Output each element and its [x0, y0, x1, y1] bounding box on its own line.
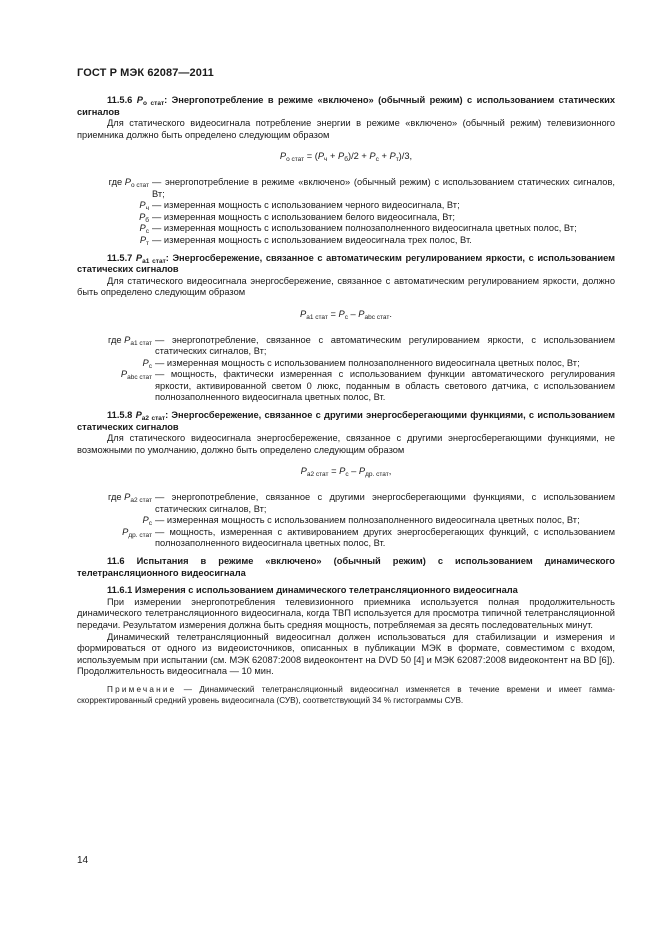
paragraph: Для статического видеосигнала потребление энергии в режиме «включено» (обычный режим) телевизионного приемника должно быть определено следующим образом — [77, 118, 615, 140]
paragraph: Для статического видеосигнала энергосбережение, связанное с другими энергосберегающими функциями, не возможными по умолчанию, должно быть определено следующим образом — [77, 433, 615, 455]
definition-item: где $P_{a1 стат}$ — энергопотребление, связанное с автоматическим регулированием яркости, с использованием статических сигналов, Вт; — [108, 334, 615, 357]
definition-item: где $P_{a2 стат}$ — энергопотребление, связанное с другими энергосберегающими функциями, с использованием статических сигналов, Вт; — [108, 492, 615, 514]
definition-item: $P_т$ — измеренная мощность с использованием видеосигнала трех полос, Вт. — [139, 234, 472, 247]
section-heading-11-6-1: 11.6.1 Измерения с использованием динамического телетрансляционного видеосигнала — [107, 585, 518, 596]
definition-item: $P_б$ — измеренная мощность с использованием белого видеосигнала, Вт; — [139, 211, 455, 224]
definition-item: $P_c$ — измеренная мощность с использованием полнозаполненного видеосигнала цветных полос, Вт; — [139, 223, 577, 236]
page-number: 14 — [77, 855, 89, 866]
definition-item: $P_c$ — измеренная мощность с использованием полнозаполненного видеосигнала цветных полос, Вт; — [142, 357, 580, 370]
section-heading-11-6: 11.6 Испытания в режиме «включено» (обычный режим) с использованием динамического телетрансляционного видеосигнала — [77, 556, 615, 578]
definition-item: где $P_{о стат}$ — энергопотребление в режиме «включено» (обычный режим) с использованием статических сигналов, Вт; — [108, 176, 615, 199]
formula: $P_{a2 стат} = P_c - P_{др. стат}$, — [300, 466, 392, 479]
definition-list — [77, 492, 615, 550]
paragraph: При измерении энергопотребления телевизионного приемника используется полная продолжительность динамического телетрансляционного видеосигнала, когда ТВП используется для просмотра типичной телетрансляционной передачи. Результатом измерения должна быть средняя мощность, потребляемая за десять последовательных минут. — [77, 596, 615, 630]
document-header: ГОСТ Р МЭК 62087—2011 — [77, 67, 214, 79]
definition-list — [77, 177, 615, 247]
section-heading-11-5-6: 11.5.6 $P_{о стат}$: Энергопотребление в режиме «включено» (обычный режим) с использованием статических сигналов — [77, 95, 615, 117]
definition-item: $P_{abc стат}$ — мощность, фактически измеренная с использованием функции автоматического регулирования яркости, активированной светом 0 люкс, поданным в область светового датчика, с использованием полнозаполненного видеосигнала цветных полос, Вт. — [120, 369, 615, 403]
definition-list — [77, 335, 615, 405]
definition-item: $P_{др. стат}$ — мощность, измеренная с активированием других энергосберегающих функций, с использованием полнозаполненного видеосигнала цветных полос, Вт. — [122, 526, 615, 549]
paragraph: Для статического видеосигнала энергосбережение, связанное с автоматическим регулированием яркости, должно быть определено следующим образом — [77, 275, 615, 298]
definition-item: $P_ч$ — измеренная мощность с использованием черного видеосигнала, Вт; — [139, 200, 460, 213]
note: Примечание — Динамический телетрансляционный видеосигнал изменяется в течение времени и имеет гамма-скорректированный средний уровень видеосигнала (СУВ), соответствующий 34 % гистограммы СУВ. — [77, 684, 615, 705]
section-heading-11-5-7: 11.5.7 $P_{a1 стат}$: Энергосбережение, связанное с автоматическим регулированием яркости, с использованием статических сигналов — [77, 252, 616, 275]
definition-item: $P_c$ — измеренная мощность с использованием полнозаполненного видеосигнала цветных полос, Вт; — [142, 515, 580, 528]
document-body — [77, 95, 615, 706]
formula: $P_{a1 стат} = P_c - P_{abc стат}$. — [300, 308, 392, 321]
section-heading-11-5-8: 11.5.8 $P_{a2 стат}$: Энергосбережение, связанное с другими энергосберегающими функциями, с использованием статических сигналов — [77, 410, 615, 432]
paragraph: Динамический телетрансляционный видеосигнал должен использоваться для стабилизации и измерения и формироваться от одного из видеоисточников, описанных в публикации МЭК в формате, совместимом с входом, используемым при испытании (см. МЭК 62087:2008 видеоконтент на DVD 50 [4] и МЭК 62087:2008 видеоконтент на BD [6]). Продолжительность видеосигнала — 10 мин. — [77, 631, 615, 677]
formula: $P_{о стат} = (P_ч + P_б)/2 + P_c + P_т)/3$, — [279, 151, 413, 164]
